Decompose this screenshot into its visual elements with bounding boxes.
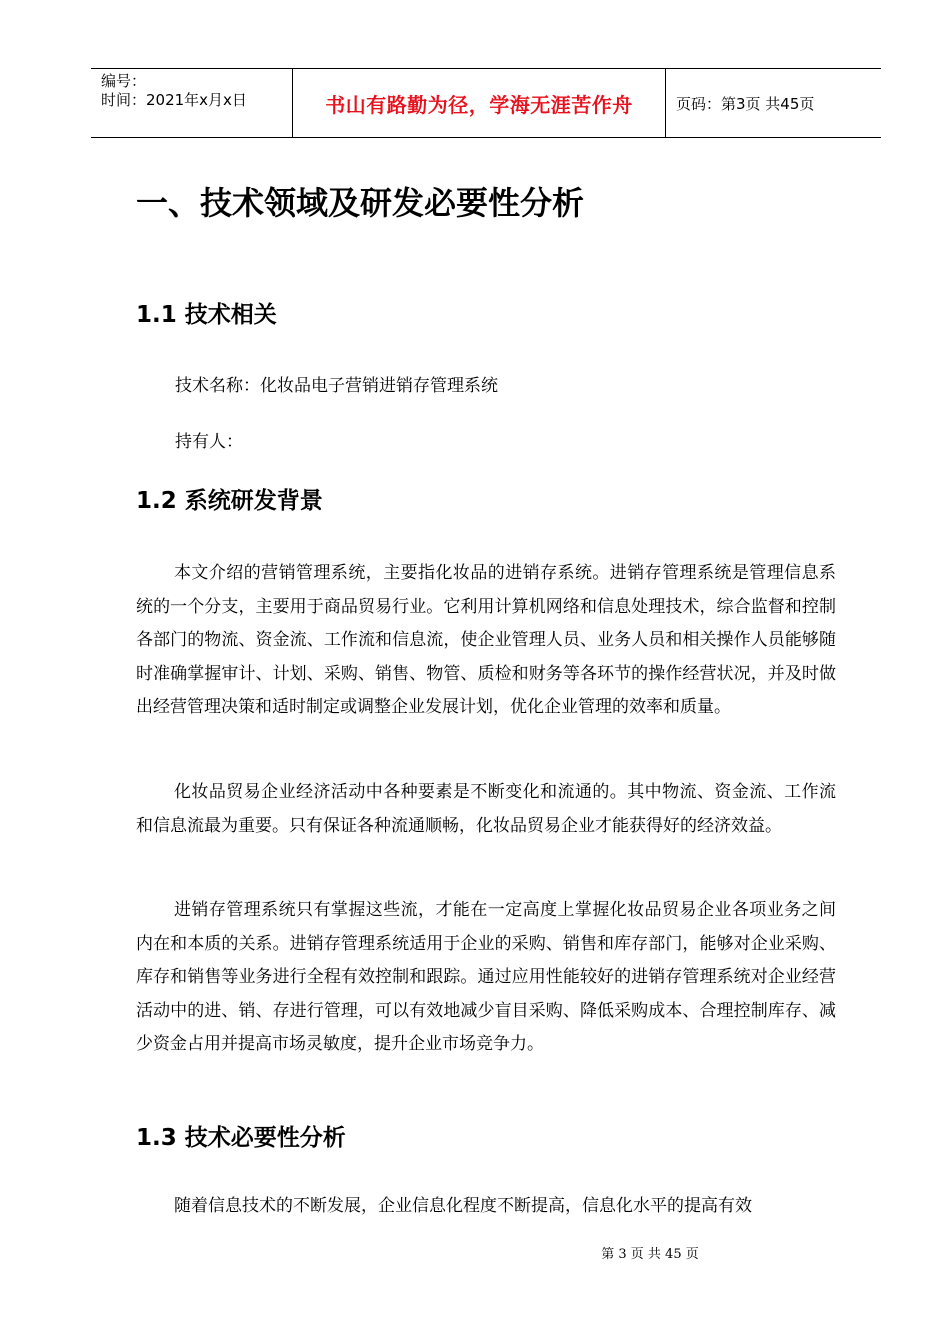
background-paragraph-3: 进销存管理系统只有掌握这些流，才能在一定高度上掌握化妆品贸易企业各项业务之间内在和本质的关系。进销存管理系统适用于企业的采购、销售和库存部门，能够对企业采购、库存和销售等业务进行全程有效控制和跟踪。通过应用性能较好的进销存管理系统对企业经营活动中的进、销、存进行管理，可以有效地减少盲目采购、降低采购成本、合理控制库存、减少资金占用并提高市场灵敏度，提升企业市场竞争力。 bbox=[136, 900, 836, 1055]
document-title: 一、技术领域及研发必要性分析 bbox=[136, 184, 585, 222]
necessity-paragraph-1: 随着信息技术的不断发展，企业信息化程度不断提高，信息化水平的提高有效 bbox=[174, 1196, 752, 1216]
background-paragraph-1: 本文介绍的营销管理系统，主要指化妆品的进销存系统。进销存管理系统是管理信息系统的一个分支，主要用于商品贸易行业。它利用计算机网络和信息处理技术，综合监督和控制各部门的物流、资金流、工作流和信息流，使企业管理人员、业务人员和相关操作人员能够随时准确掌握审计、计划、采购、销售、物管、质检和财务等各环节的操作经营状况，并及时做出经营管理决策和适时制定或调整企业发展计划，优化企业管理的效率和质量。 bbox=[136, 563, 836, 718]
background-paragraph-2: 化妆品贸易企业经济活动中各种要素是不断变化和流通的。其中物流、资金流、工作流和信息流最为重要。只有保证各种流通顺畅，化妆品贸易企业才能获得好的经济效益。 bbox=[136, 782, 836, 836]
header-time-label: 时间：2021年x月x日 bbox=[101, 91, 247, 109]
section-heading-1-3: 1.3 技术必要性分析 bbox=[136, 1125, 346, 1151]
header-motto: 书山有路勤为径，学海无涯苦作舟 bbox=[293, 69, 666, 137]
section-heading-1-2: 1.2 系统研发背景 bbox=[136, 488, 323, 514]
tech-name-line: 技术名称：化妆品电子营销进销存管理系统 bbox=[175, 376, 498, 396]
header-meta bbox=[91, 69, 293, 137]
page-footer: 第 3 页 共 45 页 bbox=[601, 1247, 699, 1262]
header-page-label: 页码：第3页 共45页 bbox=[676, 94, 815, 113]
page-header bbox=[91, 68, 881, 138]
header-number-label: 编号： bbox=[101, 72, 147, 90]
holder-line: 持有人： bbox=[175, 432, 243, 452]
section-heading-1-1: 1.1 技术相关 bbox=[136, 302, 277, 328]
